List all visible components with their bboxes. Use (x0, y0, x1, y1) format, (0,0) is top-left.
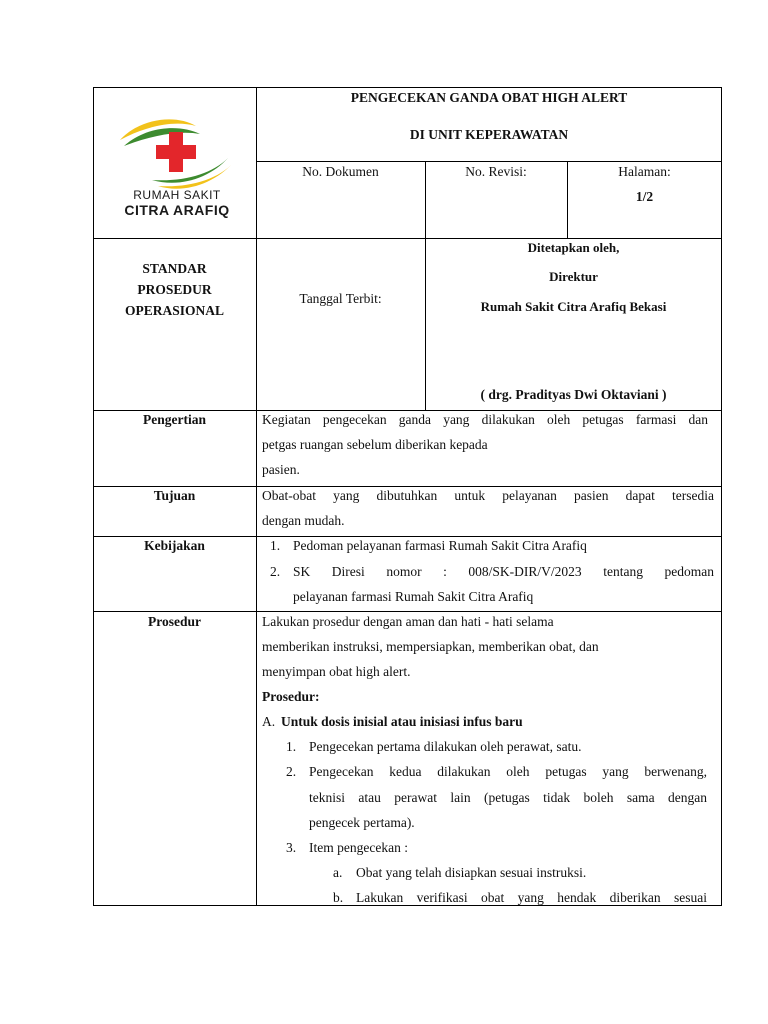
ditetapkan-oleh: Ditetapkan oleh, (527, 240, 620, 255)
prosedur-intro-3: menyimpan obat high alert. (262, 664, 411, 679)
spo-line-1: STANDAR (142, 261, 207, 276)
substep-b: Lakukan verifikasi obat yang hendak diberikan sesuai (356, 890, 707, 905)
substep-b-letter: b. (333, 890, 344, 905)
kebijakan-label: Kebijakan (144, 538, 205, 553)
kebijakan-item-2-line-2: pelayanan farmasi Rumah Sakit Citra Arafiq (293, 589, 534, 604)
hospital-logo (118, 112, 236, 220)
step-1: Pengecekan pertama dilakukan oleh perawat, satu. (309, 739, 582, 754)
step-2-line-3: pengecek pertama). (309, 815, 415, 830)
halaman-value: 1/2 (635, 189, 654, 204)
kebijakan-item-1-number: 1. (270, 538, 281, 553)
tanggal-terbit-label: Tanggal Terbit: (299, 291, 382, 306)
step-3: Item pengecekan : (309, 840, 408, 855)
step-1-number: 1. (286, 739, 297, 754)
spo-line-2: PROSEDUR (137, 282, 212, 297)
pengertian-line-2: petgas ruangan sebelum diberikan kepada (262, 437, 488, 452)
divider (256, 87, 257, 906)
step-3-number: 3. (286, 840, 297, 855)
pengertian-line-1: Kegiatan pengecekan ganda yang dilakukan oleh petugas farmasi dan (262, 412, 708, 427)
direktur-label: Direktur (549, 269, 598, 284)
section-a-letter: A. (262, 714, 276, 729)
prosedur-label: Prosedur (148, 614, 201, 629)
tujuan-line-1: Obat-obat yang dibutuhkan untuk pelayanan pasien dapat tersedia (262, 488, 714, 503)
section-a-title: Untuk dosis inisial atau inisiasi infus baru (281, 714, 523, 729)
substep-a-letter: a. (333, 865, 343, 880)
substep-a: Obat yang telah disiapkan sesuai instruksi. (356, 865, 587, 880)
no-dokumen-label: No. Dokumen (302, 164, 379, 179)
prosedur-intro-1: Lakukan prosedur dengan aman dan hati - hati selama (262, 614, 554, 629)
kebijakan-item-1: Pedoman pelayanan farmasi Rumah Sakit Citra Arafiq (293, 538, 587, 553)
title-line-2: DI UNIT KEPERAWATAN (409, 127, 569, 142)
prosedur-heading: Prosedur: (262, 689, 320, 704)
hospital-name: Rumah Sakit Citra Arafiq Bekasi (480, 299, 667, 314)
step-2-line-2: teknisi atau perawat lain (petugas tidak boleh sama dengan (309, 790, 707, 805)
spo-line-3: OPERASIONAL (124, 303, 224, 318)
kebijakan-item-2-number: 2. (270, 564, 281, 579)
pengertian-line-3: pasien. (262, 462, 300, 477)
logo-text-name: CITRA ARAFIQ (124, 202, 230, 218)
step-2-number: 2. (286, 764, 297, 779)
step-2-line-1: Pengecekan kedua dilakukan oleh petugas yang berwenang, (309, 764, 707, 779)
prosedur-intro-2: memberikan instruksi, mempersiapkan, memberikan obat, dan (262, 639, 599, 654)
no-revisi-label: No. Revisi: (465, 164, 527, 179)
tujuan-label: Tujuan (153, 488, 196, 503)
halaman-label: Halaman: (618, 164, 671, 179)
kebijakan-item-2-line-1: SK Diresi nomor : 008/SK-DIR/V/2023 tentang pedoman (293, 564, 714, 579)
logo-text-rumah-sakit: RUMAH SAKIT (133, 188, 221, 202)
title-line-1: PENGECEKAN GANDA OBAT HIGH ALERT (350, 90, 628, 105)
tujuan-line-2: dengan mudah. (262, 513, 345, 528)
pengertian-label: Pengertian (143, 412, 206, 427)
signatory-name: ( drg. Pradityas Dwi Oktaviani ) (480, 387, 667, 402)
